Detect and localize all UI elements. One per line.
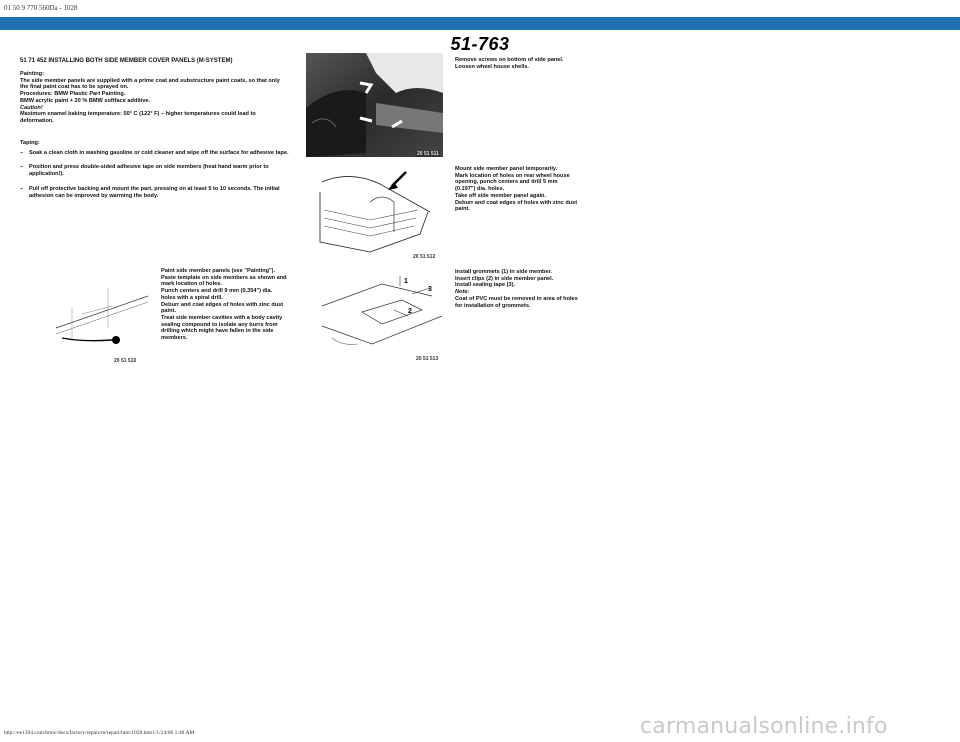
figure-grommets-clips <box>312 266 454 366</box>
painting-section <box>20 71 292 125</box>
section-title: 51 71 452 INSTALLING BOTH SIDE MEMBER COVER PANELS (M-SYSTEM) <box>20 58 233 64</box>
step-line: Paste template on side members as shown and <box>161 274 287 281</box>
taping-item <box>20 150 292 157</box>
painting-line: Maximum enamel baking temperature: 50° C (122° F) – higher temperatures could lead to <box>20 111 256 118</box>
document-id: 01 50 9 770 560Da - 1028 <box>4 4 78 12</box>
dash-marker: – <box>20 149 24 156</box>
step-line: Coat of PVC must be removed in area of holes <box>455 295 578 302</box>
taping-section <box>20 140 292 199</box>
step-line: holes with a spiral drill. <box>161 294 223 301</box>
figure-label: 20 51 512 <box>413 254 436 260</box>
taping-item <box>20 186 292 199</box>
step-line: Insert clips (2) in side member panel. <box>455 275 554 282</box>
step-line: Mark location of holes on rear wheel house <box>455 172 570 179</box>
painting-line: Procedures: BMW Plastic Part Painting. <box>20 91 126 98</box>
taping-heading: Taping: <box>20 140 40 146</box>
figure-label: 20 51 511 <box>417 151 439 157</box>
step-line: paint. <box>455 206 470 213</box>
step-line: sealing compound to isolate any burrs from <box>161 321 278 328</box>
figure-side-member-panel <box>310 162 455 262</box>
painting-heading: Painting: <box>20 71 44 77</box>
step-line: Deburr and coat edges of holes with zinc dust <box>161 301 284 308</box>
watermark: carmanualsonline.info <box>640 714 888 739</box>
photo-wheel-house-image <box>306 53 443 157</box>
step-line: (0.197") dia. holes. <box>455 186 505 193</box>
painting-line: The side member panels are supplied with a prime coat and substructure paint coats, so that only <box>20 77 280 84</box>
step-line: paint. <box>161 308 176 315</box>
step-line: Take off side member panel again. <box>455 192 546 199</box>
step-line: Mount side member panel temporarily. <box>455 166 558 172</box>
step-line: Paint side member panels (see "Painting"). <box>161 268 276 274</box>
step-line: Punch centers and drill 9 mm (0.354") dia. <box>161 288 273 295</box>
dash-marker: – <box>20 164 24 171</box>
dash-marker: – <box>20 185 24 192</box>
footer-url: http://ee1394.com/bmw/docs/factory/repair/m/repair/htm/1028.htm1/1/24/06 1:48 AM <box>4 730 195 736</box>
figure-photo-wheel-house <box>306 53 443 157</box>
painting-line: deformation. <box>20 117 54 124</box>
step-line: drilling which might have fallen in the side <box>161 328 274 335</box>
step-note-heading: Note: <box>455 289 470 296</box>
step-line: Install grommets (1) in side member. <box>455 269 552 275</box>
callout-1: 1 <box>404 278 408 285</box>
step-install-grommets <box>455 269 607 309</box>
step-line: Deburr and coat edges of holes with zinc dust <box>455 199 578 206</box>
taping-item-text: Pull off protective backing and mount the part, pressing on at least 5 to 10 seconds. The initial adhesion can be improved by warming the body. <box>29 185 280 199</box>
grommets-clips-drawing <box>312 266 454 354</box>
step-line: Loosen wheel house shells. <box>455 63 529 70</box>
figure-label: 20 51 513 <box>416 356 439 362</box>
step-paint-template <box>161 268 313 342</box>
painting-line: BMW acrylic paint + 20 % BMW softface additive. <box>20 97 151 104</box>
painting-caution: Caution! <box>20 104 43 111</box>
template-drawing <box>52 268 156 354</box>
step-line: Install sealing tape (3). <box>455 282 515 289</box>
callout-2: 2 <box>408 308 412 315</box>
side-member-panel-drawing <box>310 162 455 262</box>
accent-bar <box>0 17 960 30</box>
figure-template <box>52 268 156 368</box>
callout-3: 3 <box>428 286 432 293</box>
figure-label: 20 51 510 <box>114 358 137 364</box>
taping-item-text: Soak a clean cloth in washing gasoline or cold cleaner and wipe off the surface for adhesive tape. <box>29 149 289 156</box>
step-line: for installation of grommets. <box>455 302 531 309</box>
taping-item-text: Position and press double-sided adhesive tape on side members (heat hand warm prior to application!). <box>29 164 269 178</box>
step-mount-panel <box>455 166 607 213</box>
step-line: mark location of holes. <box>161 281 222 288</box>
painting-line: the final paint coat has to be sprayed on. <box>20 84 129 91</box>
step-line: Treat side member cavities with a body cavity <box>161 314 283 321</box>
taping-item <box>20 164 292 177</box>
page-number: 51-763 <box>450 34 510 54</box>
step-line: opening, punch centers and drill 5 mm <box>455 179 558 186</box>
step-line: Remove screws on bottom of side panel. <box>455 57 564 63</box>
step-remove-screws <box>455 57 607 70</box>
step-line: members. <box>161 335 188 342</box>
